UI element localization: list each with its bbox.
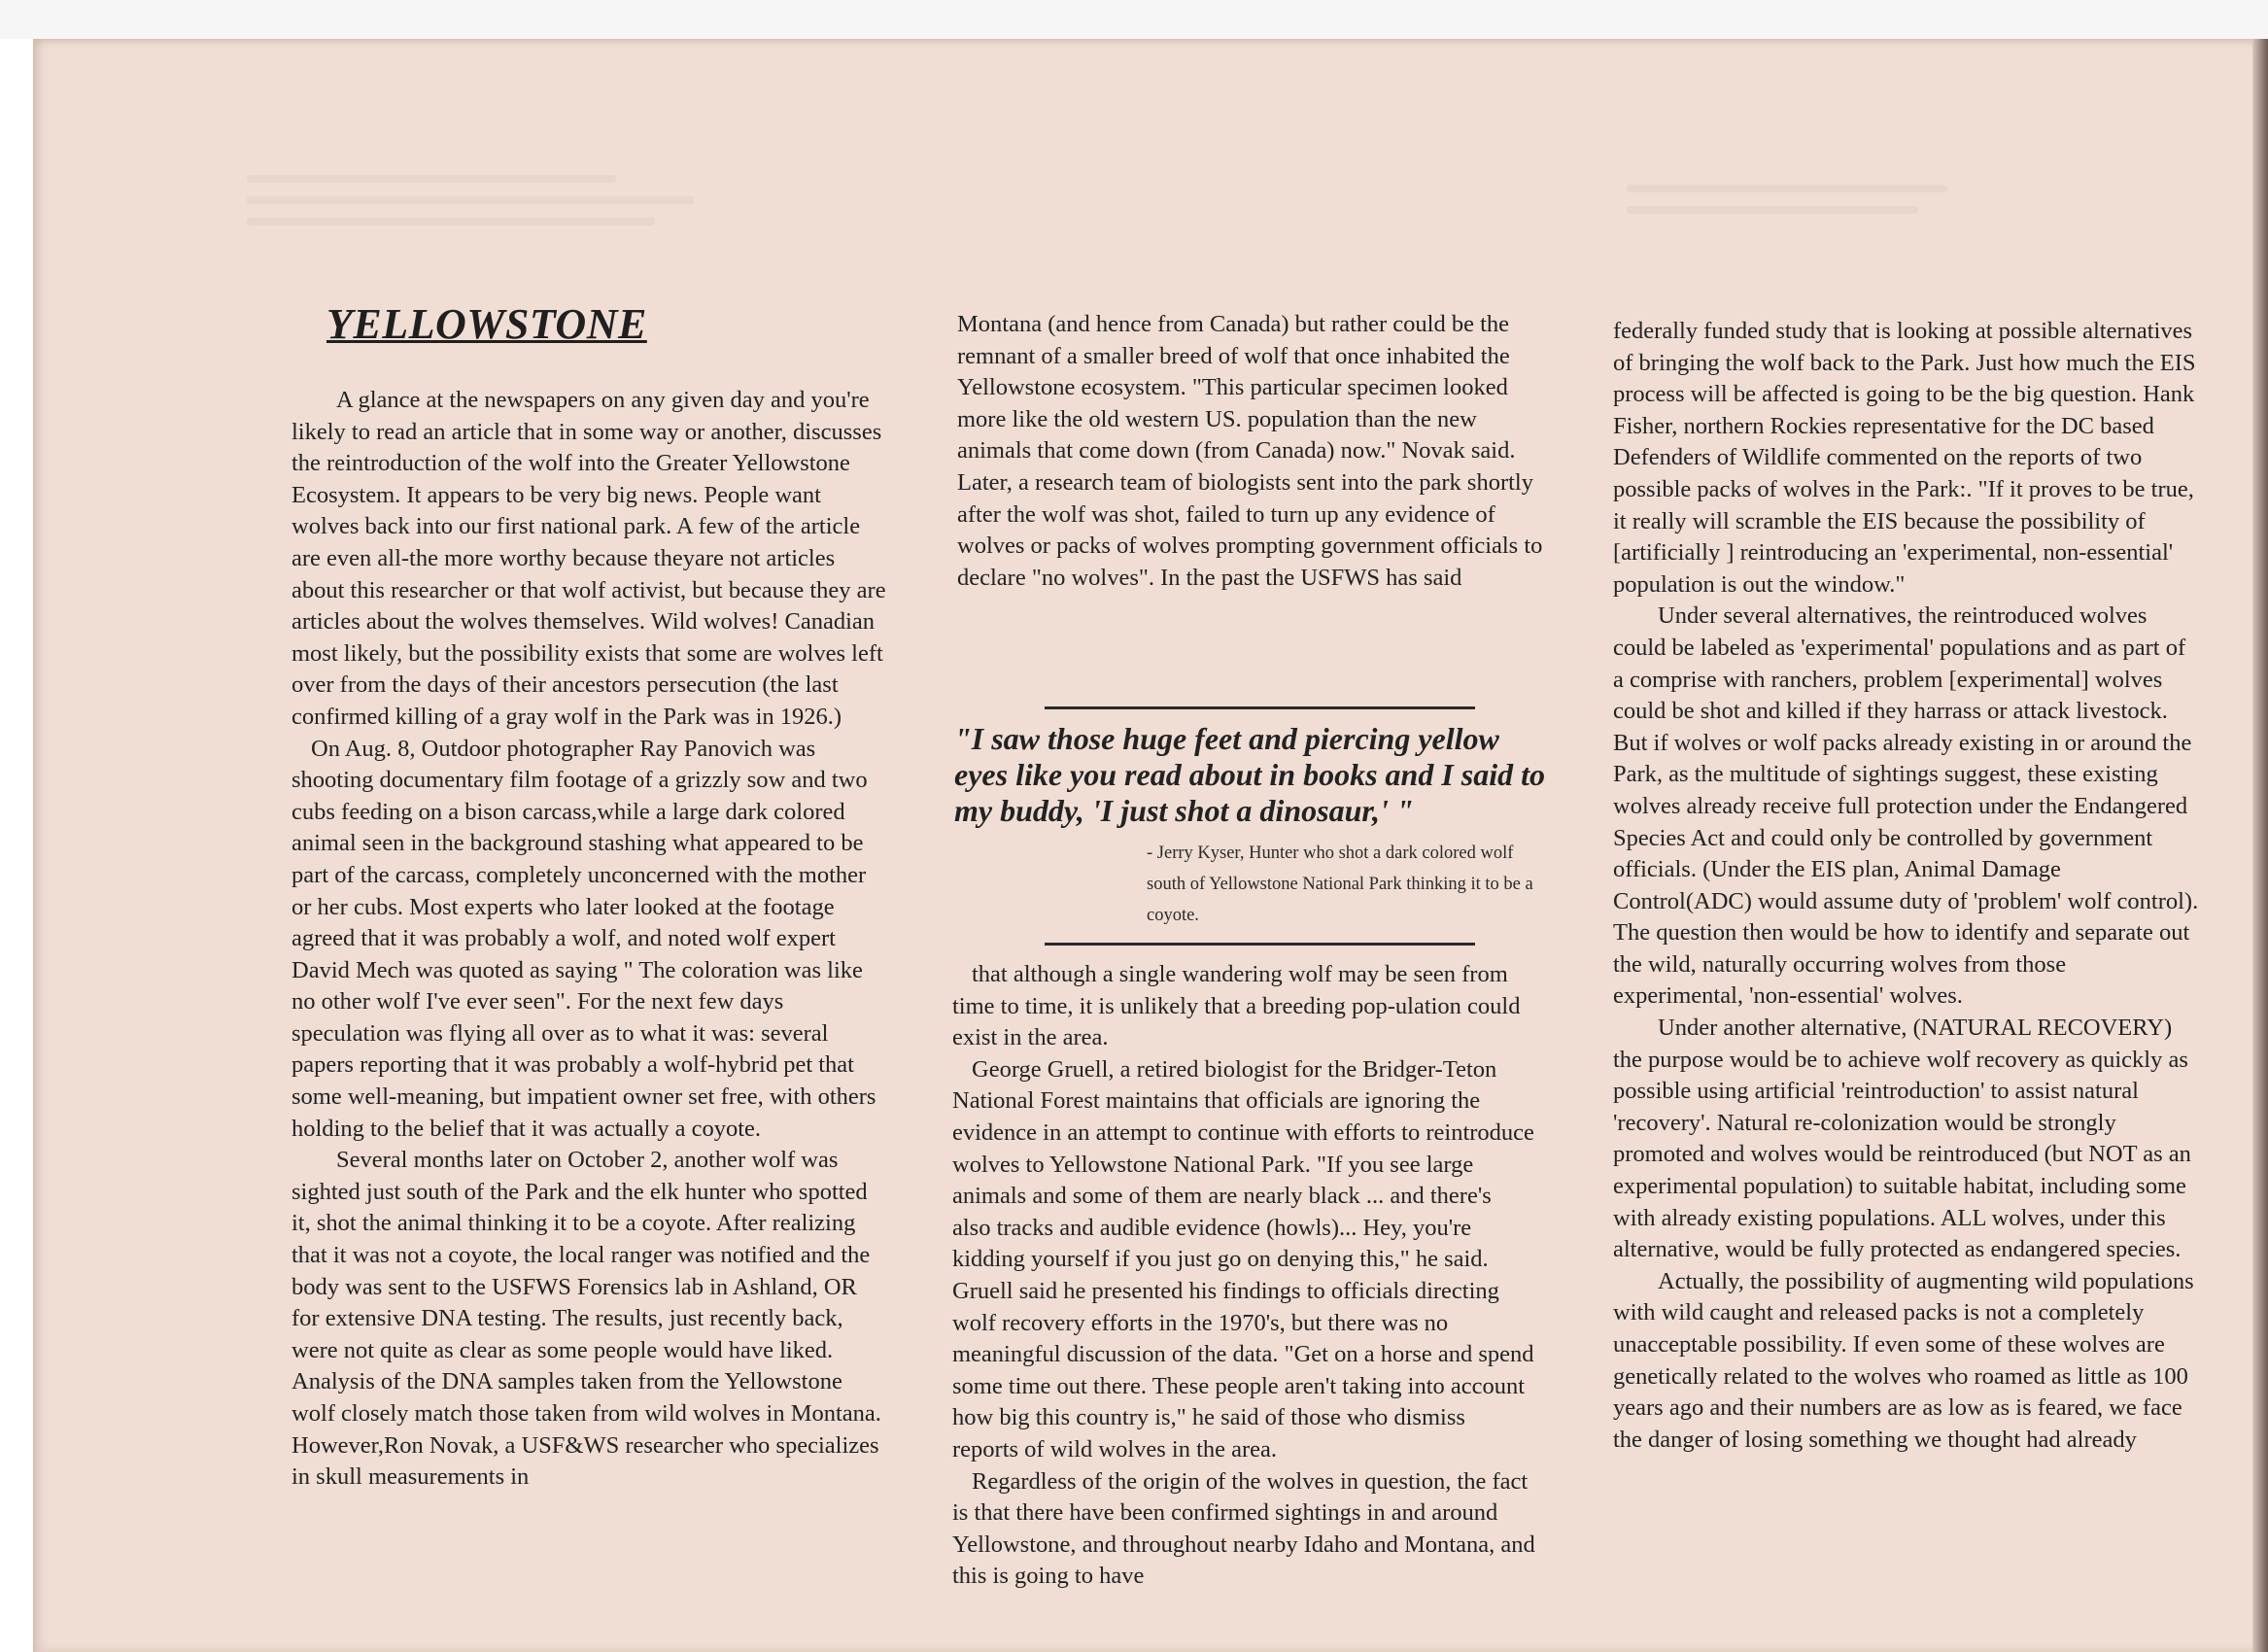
scan-background xyxy=(0,0,2268,39)
column-1 xyxy=(292,385,889,1494)
page-edge xyxy=(2252,39,2268,1652)
article-headline: YELLOWSTONE xyxy=(326,300,647,348)
paragraph: federally funded study that is looking at possible alternatives of bringing the wolf back to the Park. Just how much the EIS process will be affected is going to be the big question. Hank Fisher, northern Rockies representative for the DC based Defenders of Wildlife commented on the reports of two possible packs of wolves in the Park:. "If it proves to be true, it really will scramble the EIS because the possibility of [artificially ] reintroducing an 'experimental, non-essential' population is out the window." xyxy=(1613,318,2196,598)
paragraph: Several months later on October 2, another wolf was sighted just south of the Park and the elk hunter who spotted it, shot the animal thinking it to be a coyote. After realizing that it was not a coyote, the local ranger was notified and the body was sent to the USFWS Forensics lab in Ashland, OR for extensive DNA testing. The results, just recently back, were not quite as clear as some people would have liked. Analysis of the DNA samples taken from the Yellowstone wolf closely match those taken from wild wolves in Montana. However,Ron Novak, a USF&WS researcher who specializes in skull measurements in xyxy=(292,1147,881,1491)
bleed-through-text xyxy=(1627,206,1918,214)
paragraph: that although a single wandering wolf may be seen from time to time, it is unlikely that a breeding pop-ulation could exist in the area. xyxy=(952,961,1521,1051)
paragraph: A glance at the newspapers on any given day and you're likely to read an article that in some way or another, discusses the reintroduction of the wolf into the Greater Yellowstone Ecosystem. It appears to be very big news. People want wolves back into our first national park. A few of the article are even all-the more worthy because theyare not articles about this researcher or that wolf activist, but because they are articles about the wolves themselves. Wild wolves! Canadian most likely, but the possibility exists that some are wolves left over from the days of their ancestors persecution (the last confirmed killing of a gray wolf in the Park was in 1926.) xyxy=(292,387,886,730)
paragraph: Regardless of the origin of the wolves in question, the fact is that there have been confirmed sightings in and around Yellowstone, and throughout nearby Idaho and Montana, and this is going to have xyxy=(952,1467,1535,1590)
paragraph: Montana (and hence from Canada) but rather could be the remnant of a smaller breed of wolf that once inhabited the Yellowstone ecosystem. "This particular specimen looked more like the old western US. population than the new animals that come down (from Canada) now." Novak said. Later, a research team of biologists sent into the park shortly after the wolf was shot, failed to turn up any evidence of wolves or packs of wolves prompting government officials to declare "no wolves". In the past the USFWS has said xyxy=(957,311,1543,591)
paragraph: Actually, the possibility of augmenting wild populations with wild caught and released packs is not a completely unacceptable possibility. If even some of these wolves are genetically related to the wolves who roamed as little as 100 years ago and their numbers are as low as is feared, we face the danger of losing something we thought had already xyxy=(1613,1267,2194,1453)
bleed-through-text xyxy=(247,175,616,183)
paragraph: On Aug. 8, Outdoor photographer Ray Panovich was shooting documentary film footage of a grizzly sow and two cubs feeding on a bison carcass,while a large dark colored animal seen in the background stashing what appeared to be part of the carcass, completely unconcerned with the mother or her cubs. Most experts who later looked at the footage agreed that it was probably a wolf, and noted wolf expert David Mech was quoted as saying " The coloration was like no other wolf I've ever seen". For the next few days speculation was flying all over as to what it was: several papers reporting that it was probably a wolf-hybrid pet that some well-meaning, but impatient owner set free, with others holding to the belief that it was actually a coyote. xyxy=(292,735,876,1142)
column-2-bottom xyxy=(952,959,1535,1593)
column-2-top xyxy=(957,309,1545,594)
paragraph: George Gruell, a retired biologist for the Bridger-Teton National Forest maintains that officials are ignoring the evidence in an attempt to continue with efforts to reintroduce wolves to Yellowstone National Park. "If you see large animals and some of them are nearly black ... and there's also tracks and audible evidence (howls)... Hey, you're kidding yourself if you just go on denying this," he said. Gruell said he presented his findings to officials directing wolf recovery efforts in the 1970's, but there was no meaningful discussion of the data. "Get on a horse and spend some time out there. These people aren't taking into account how big this country is," he said of those who dismiss reports of wild wolves in the area. xyxy=(952,1055,1534,1463)
paragraph: Under another alternative, (NATURAL RECOVERY) the purpose would be to achieve wolf recovery as quickly as possible using artificial 'reintroduction' to assist natural 'recovery'. Natural re-colonization would be strongly promoted and wolves would be reintroduced (but NOT as an experimental population) to suitable habitat, including some with already existing populations. ALL wolves, under this alternative, would be fully protected as endangered species. xyxy=(1613,1015,2191,1263)
bleed-through-text xyxy=(247,196,694,204)
pull-quote-top-rule xyxy=(1045,706,1475,709)
bleed-through-text xyxy=(247,218,655,225)
column-3 xyxy=(1613,316,2201,1456)
bleed-through-text xyxy=(1627,185,1947,192)
pull-quote-bottom-rule xyxy=(1045,943,1475,946)
pull-quote-attribution: - Jerry Kyser, Hunter who shot a dark colored wolf south of Yellowstone National Park thinking it to be a coyote. xyxy=(1147,843,1533,925)
pull-quote: "I saw those huge feet and piercing yellow eyes like you read about in books and I said to my buddy, 'I just shot a dinosaur,' " xyxy=(954,721,1546,828)
paragraph: Under several alternatives, the reintroduced wolves could be labeled as 'experimental' populations and as part of a comprise with ranchers, problem [experimental] wolves could be shot and killed if they harrass or attack livestock. But if wolves or wolf packs already existing in or around the Park, as the multitude of sightings suggest, these existing wolves already receive full protection under the Endangered Species Act and could only be controlled by government officials. (Under the EIS plan, Animal Damage Control(ADC) would assume duty of 'problem' wolf control). The question then would be how to identify and separate out the wild, naturally occurring wolves from those experimental, 'non-essential' wolves. xyxy=(1613,602,2199,1010)
